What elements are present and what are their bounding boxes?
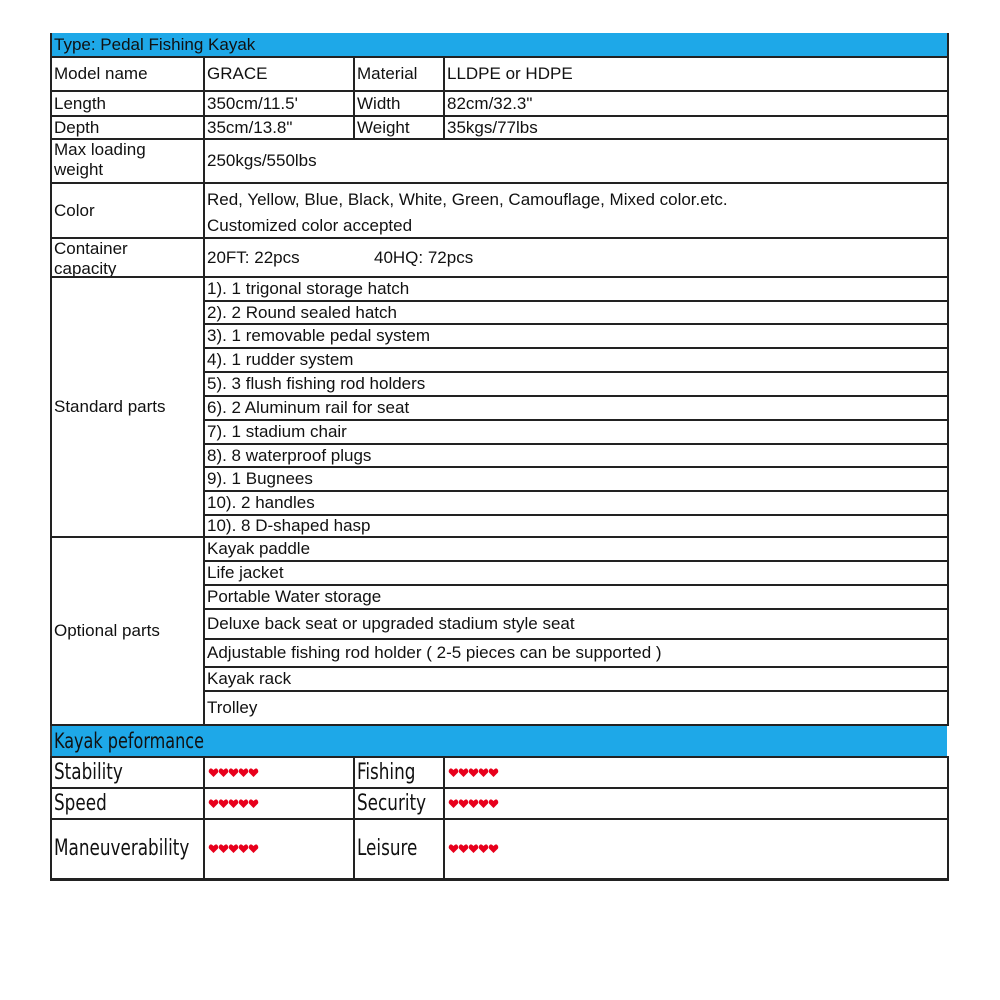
list-item: Adjustable fishing rod holder ( 2-5 pieces can be supported ): [207, 643, 662, 662]
list-item: Portable Water storage: [207, 587, 382, 606]
heart-icon: [469, 844, 479, 853]
heart-icon: [239, 799, 249, 808]
heart-icon: [249, 844, 259, 853]
list-item: 7). 1 stadium chair: [207, 422, 347, 441]
list-item: 4). 1 rudder system: [207, 350, 354, 369]
length-label: Length: [54, 93, 106, 113]
depth-label: Depth: [54, 117, 100, 137]
leisure-label: Leisure: [357, 836, 418, 861]
heart-icon: [209, 799, 219, 808]
heart-icon: [239, 844, 249, 853]
list-item: 9). 1 Bugnees: [207, 469, 313, 488]
width-value: 82cm/32.3": [447, 93, 533, 113]
list-item: Life jacket: [207, 563, 284, 582]
heart-icon: [469, 768, 479, 777]
heart-rating-icons: [208, 799, 260, 809]
material-value: LLDPE or HDPE: [447, 64, 573, 83]
fishing-label: Fishing: [357, 759, 416, 785]
model-name-label: Model name: [54, 64, 148, 83]
depth-value: 35cm/13.8": [207, 117, 293, 137]
container-20ft: 20FT: 22pcs: [207, 247, 300, 267]
leisure-rating: [445, 820, 945, 878]
heart-icon: [479, 799, 489, 808]
heart-icon: [449, 799, 459, 808]
stability-rating: [205, 758, 352, 787]
max-loading-label: Max loading weight: [54, 140, 146, 179]
heart-icon: [489, 844, 499, 853]
heart-icon: [219, 844, 229, 853]
heart-icon: [209, 844, 219, 853]
container-40hq: 40HQ: 72pcs: [374, 247, 474, 267]
heart-icon: [249, 799, 259, 808]
stability-label: Stability: [54, 759, 123, 785]
security-label: Security: [357, 790, 427, 816]
performance-header: Kayak peformance: [50, 726, 947, 756]
heart-rating-icons: [208, 768, 260, 778]
heart-icon: [219, 799, 229, 808]
optional-parts-label: Optional parts: [54, 621, 160, 640]
maneuverability-label: Maneuverability: [54, 836, 190, 861]
heart-rating-icons: [448, 844, 500, 854]
container-capacity-label: Container capacity: [54, 239, 128, 276]
heart-icon: [219, 768, 229, 777]
heart-icon: [459, 844, 469, 853]
length-value: 350cm/11.5': [207, 93, 298, 113]
heart-icon: [479, 768, 489, 777]
list-item: Trolley: [207, 698, 258, 717]
weight-label: Weight: [357, 117, 410, 137]
list-item: Kayak paddle: [207, 539, 311, 558]
heart-icon: [209, 768, 219, 777]
heart-icon: [489, 768, 499, 777]
color-value-line1: Red, Yellow, Blue, Black, White, Green, Camouflage, Mixed color.etc.: [207, 190, 728, 209]
heart-rating-icons: [448, 799, 500, 809]
maneuverability-rating: [205, 820, 352, 878]
material-label: Material: [357, 64, 418, 83]
heart-icon: [459, 799, 469, 808]
list-item: 6). 2 Aluminum rail for seat: [207, 398, 410, 417]
speed-rating: [205, 789, 352, 818]
heart-icon: [249, 768, 259, 777]
spec-sheet: [50, 33, 950, 881]
list-item: 2). 2 Round sealed hatch: [207, 302, 397, 322]
weight-value: 35kgs/77lbs: [447, 117, 538, 137]
standard-parts-label: Standard parts: [54, 397, 166, 416]
list-item: Kayak rack: [207, 669, 292, 688]
list-item: 3). 1 removable pedal system: [207, 326, 430, 345]
heart-icon: [229, 799, 239, 808]
color-value-line2: Customized color accepted: [207, 216, 413, 235]
heart-icon: [479, 844, 489, 853]
heart-icon: [489, 799, 499, 808]
list-item: 5). 3 flush fishing rod holders: [207, 374, 426, 393]
list-item: Deluxe back seat or upgraded stadium style seat: [207, 614, 575, 633]
security-rating: [445, 789, 945, 818]
speed-label: Speed: [54, 790, 107, 816]
width-label: Width: [357, 93, 401, 113]
heart-icon: [229, 844, 239, 853]
list-item: 10). 8 D-shaped hasp: [207, 516, 371, 535]
heart-icon: [449, 768, 459, 777]
fishing-rating: [445, 758, 945, 787]
heart-rating-icons: [448, 768, 500, 778]
heart-icon: [459, 768, 469, 777]
heart-icon: [229, 768, 239, 777]
model-name-value: GRACE: [207, 64, 268, 83]
max-loading-value: 250kgs/550lbs: [207, 151, 317, 170]
list-item: 8). 8 waterproof plugs: [207, 445, 372, 465]
heart-icon: [469, 799, 479, 808]
type-header: Type: Pedal Fishing Kayak: [50, 33, 947, 56]
heart-icon: [239, 768, 249, 777]
heart-rating-icons: [208, 844, 260, 854]
list-item: 1). 1 trigonal storage hatch: [207, 279, 410, 298]
list-item: 10). 2 handles: [207, 493, 315, 512]
color-label: Color: [54, 200, 95, 220]
heart-icon: [449, 844, 459, 853]
